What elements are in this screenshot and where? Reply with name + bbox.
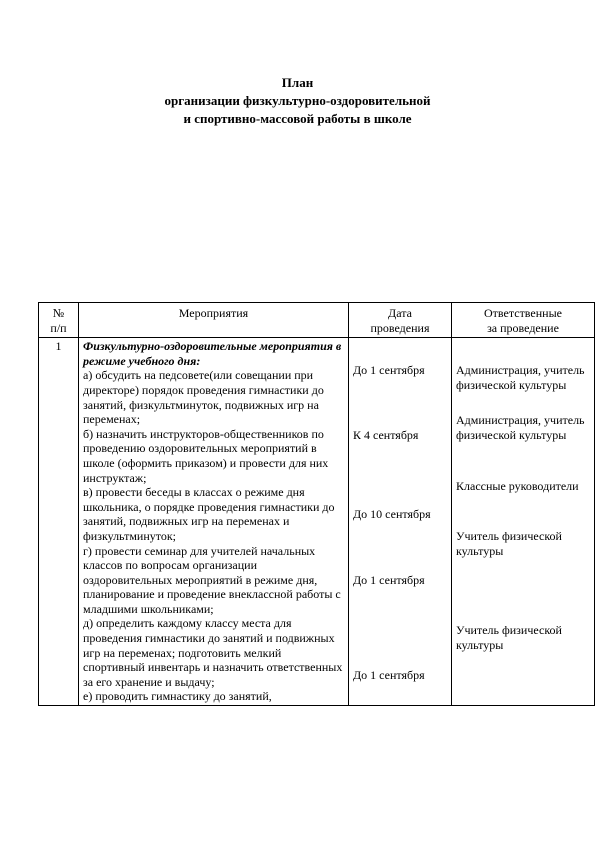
header-event: Мероприятия	[79, 303, 349, 338]
resp-item-b: Администрация, учитель физической культуры	[456, 413, 585, 442]
header-date: Дата проведения	[349, 303, 452, 338]
date-item-e: До 1 сентября	[353, 667, 425, 682]
title-line-1: План	[281, 75, 314, 90]
event-item-f: е) проводить гимнастику до занятий,	[83, 689, 272, 704]
date-cell	[349, 338, 452, 706]
table-header-row	[39, 303, 595, 338]
resp-item-e: Учитель физической культуры	[456, 623, 562, 652]
row-number: 1	[39, 338, 79, 706]
date-item-d: До 1 сентября	[353, 572, 425, 587]
event-item-a: а) обсудить на педсовете(или совещании при директоре) порядок проведения гимнастики до занятий, физкультминуток, подвижных игр на переменах;	[83, 368, 324, 427]
responsible-cell	[452, 338, 595, 706]
resp-item-a: Администрация, учитель физической культуры	[456, 363, 585, 392]
event-item-e: д) определить каждому классу места для проведения гимнастики до занятий и подвижных игр на переменах; подготовить мелкий спортивный инвентарь и назначить ответственных за его хранение и выдачу;	[83, 616, 343, 689]
header-responsible: Ответственные за проведение	[452, 303, 595, 338]
title-line-3: и спортивно-массовой работы в школе	[183, 111, 412, 126]
document-title	[0, 74, 595, 128]
section-heading: Физкультурно-оздоровительные мероприятия в режиме учебного дня:	[83, 339, 342, 368]
resp-item-d: Учитель физической культуры	[456, 529, 562, 558]
date-item-c: До 10 сентября	[353, 507, 431, 522]
event-item-b: б) назначить инструкторов-общественников по проведению оздоровительных мероприятий в школе (оформить приказом) и провести для них инструктаж;	[83, 426, 329, 485]
event-item-c: в) провести беседы в классах о режиме дня школьника, о порядке проведения гимнастики до занятий, подвижных игр на переменах и физкультминуток;	[83, 485, 335, 543]
event-item-d: г) провести семинар для учителей начальных классов по вопросам организации оздоровительных мероприятий в режиме дня, планирование и проведение внеклассной работы с младшими школьниками;	[83, 543, 341, 616]
table-row	[39, 338, 595, 706]
date-item-b: К 4 сентября	[353, 427, 419, 442]
event-cell	[79, 338, 349, 706]
resp-item-c: Классные руководители	[456, 478, 579, 493]
plan-table	[38, 302, 595, 706]
header-number: № п/п	[39, 303, 79, 338]
date-item-a: До 1 сентября	[353, 363, 425, 378]
title-line-2: организации физкультурно-оздоровительной	[164, 93, 431, 108]
